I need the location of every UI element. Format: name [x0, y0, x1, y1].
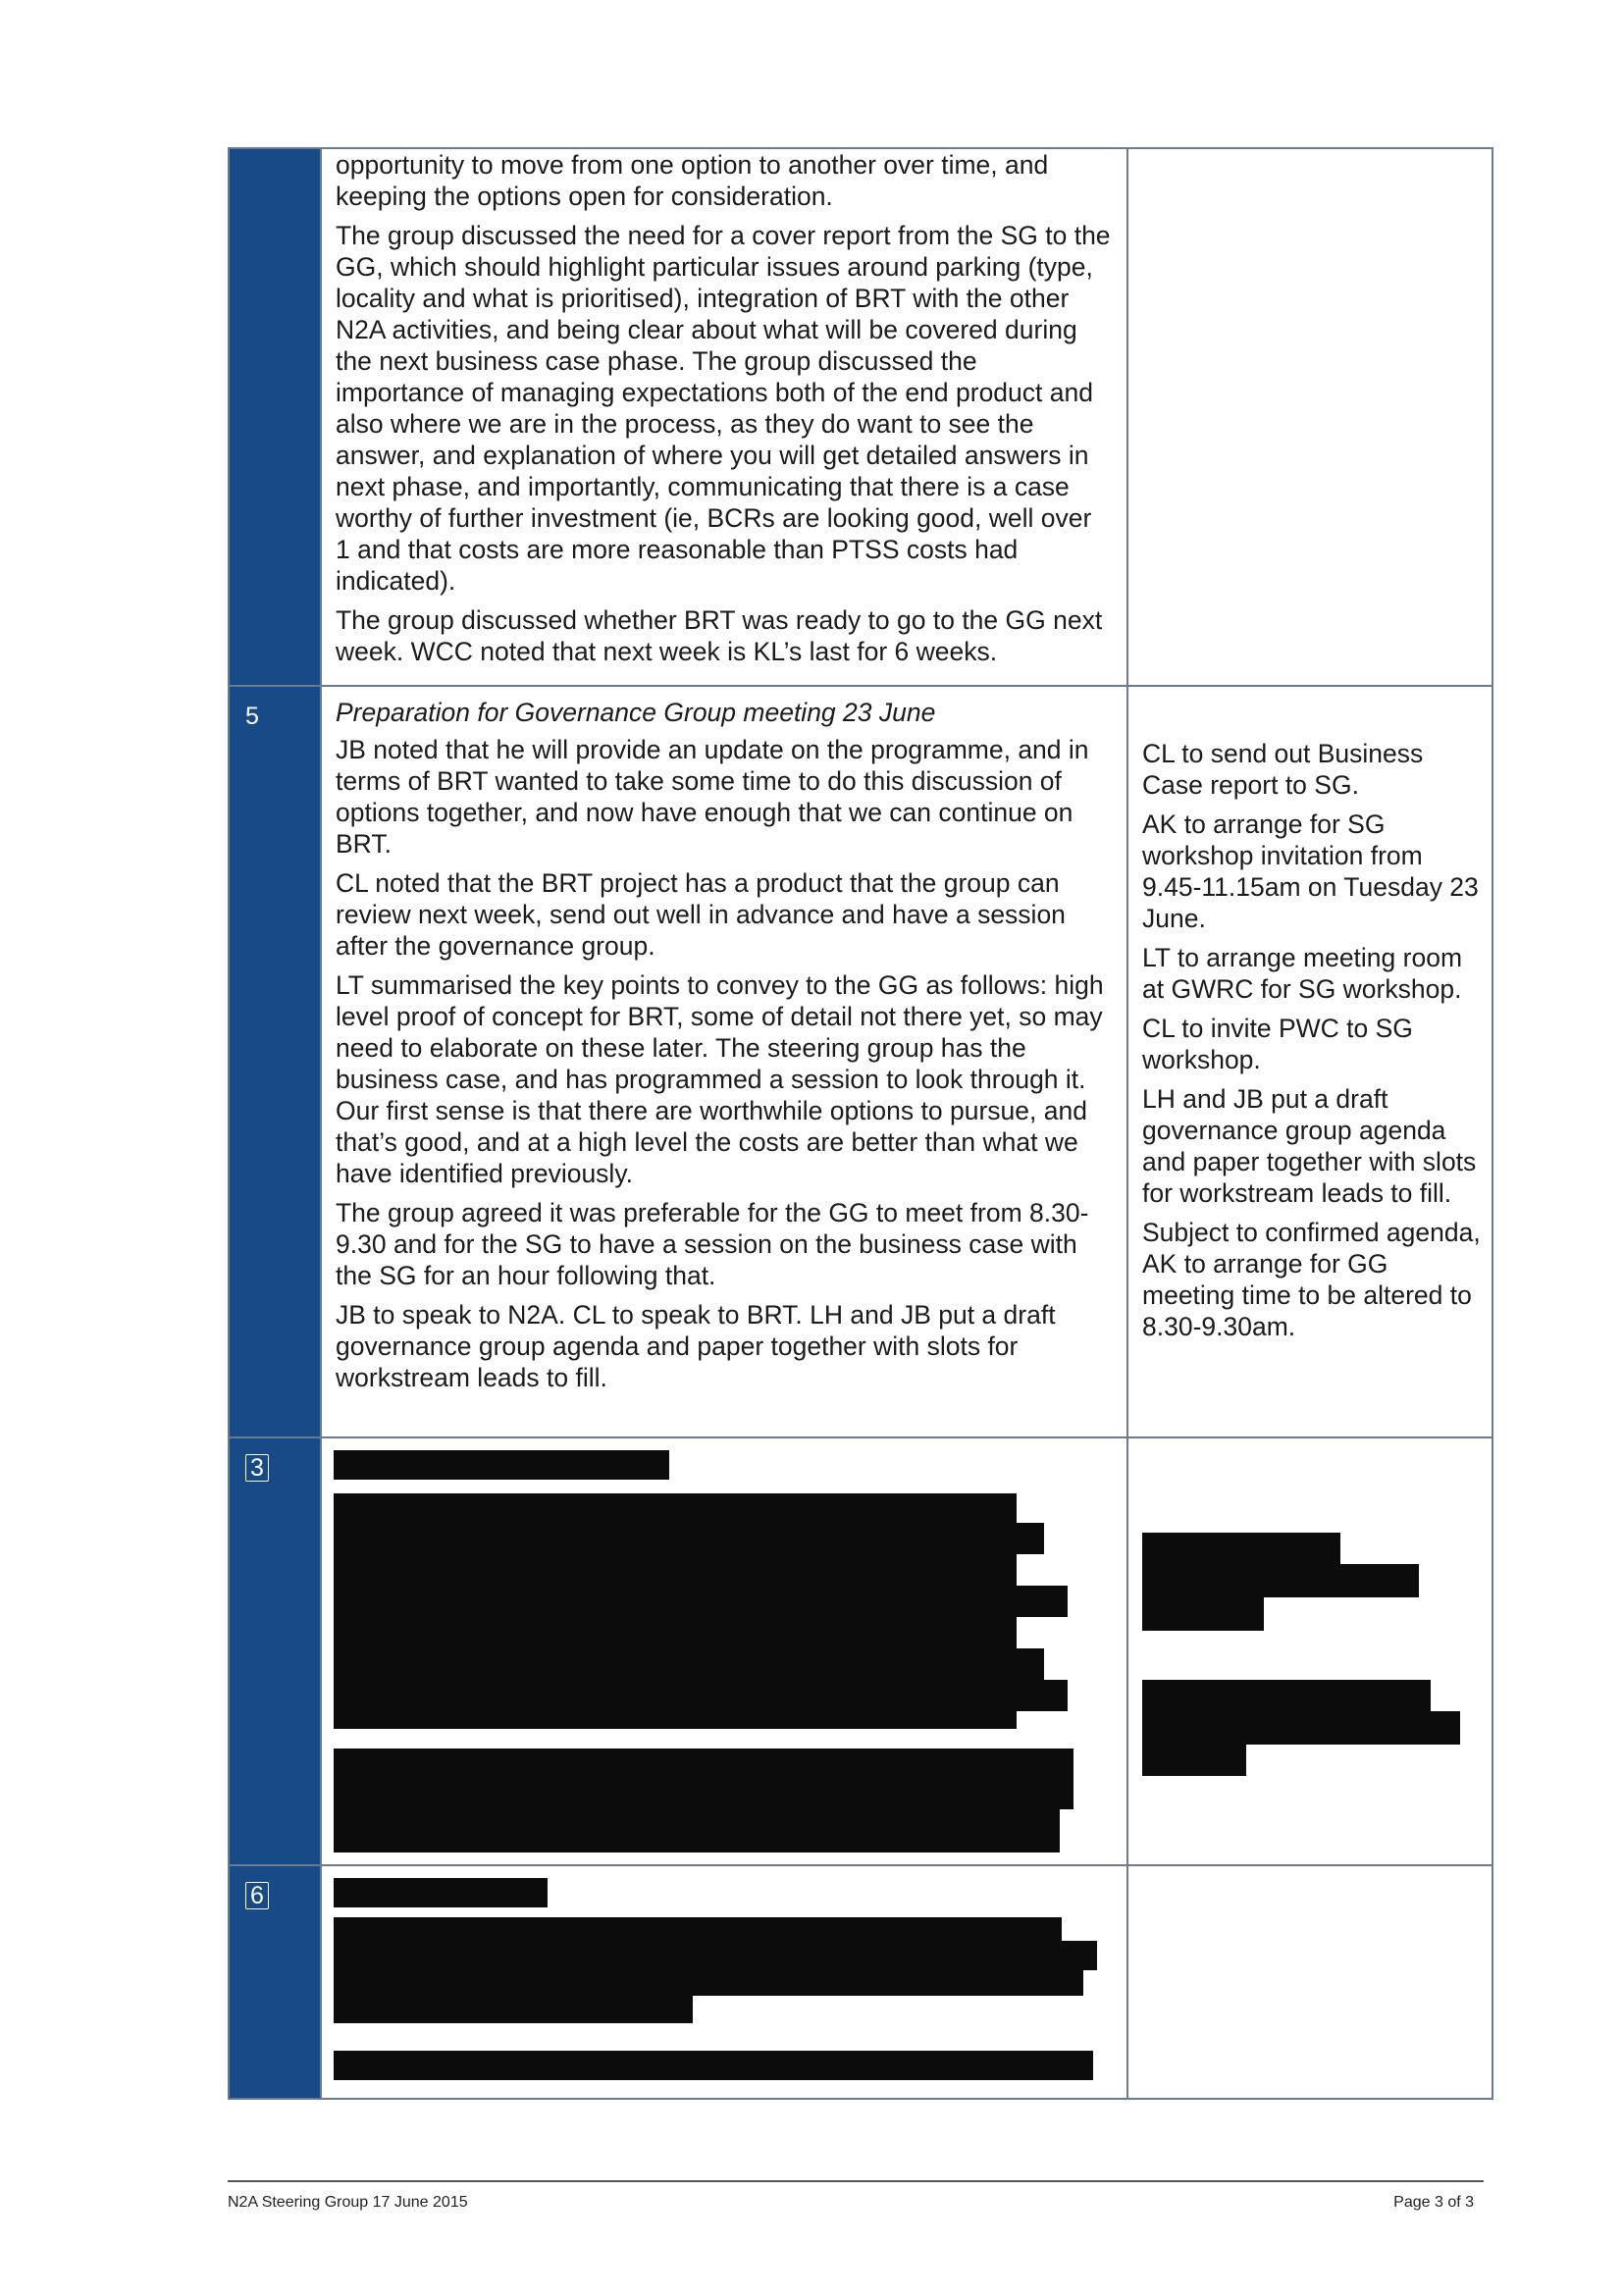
paragraph: The group discussed whether BRT was ready to go to the GG next week. WCC noted that next week is KL’s last for 6 weeks.	[336, 605, 1103, 666]
redaction-block	[999, 1523, 1044, 1554]
paragraph: LT summarised the key points to convey to the GG as follows: high level proof of concept for BRT, some of detail not there yet, so may need to elaborate on these later. The steering group has the business case, and has programmed a session to look through it. Our first sense is that there are worthwhile options to pursue, and that’s good, and at a high level the costs are better than what we have identified previously.	[336, 970, 1104, 1188]
discussion-cell	[320, 149, 1128, 685]
table-row-item-3	[230, 1436, 1492, 1864]
redaction-block	[999, 1648, 1044, 1680]
paragraph: CL noted that the BRT project has a product that the group can review next week, send out well in advance and have a session after the governance group.	[336, 868, 1066, 961]
redaction-block	[999, 1680, 1068, 1711]
action-item: Subject to confirmed agenda, AK to arrange for GG meeting time to be altered to 8.30-9.30am.	[1142, 1218, 1481, 1341]
redaction-block	[1142, 1743, 1246, 1776]
paragraph: JB noted that he will provide an update on the programme, and in terms of BRT wanted to take some time to do this discussion of options together, and now have enough that we can continue on BRT.	[336, 735, 1089, 859]
footer-page-number: Page 3 of 3	[1393, 2194, 1474, 2211]
paragraph: The group agreed it was preferable for the GG to meet from 8.30-9.30 and for the SG to have a session on the business case with the SG for an hour following that.	[336, 1198, 1089, 1290]
paragraph: JB to speak to N2A. CL to speak to BRT. LH and JB put a draft governance group agenda and paper together with slots for workstream leads to fill.	[336, 1300, 1056, 1392]
item-number: 6	[245, 1882, 269, 1909]
minutes-table	[228, 147, 1493, 2100]
redaction-block	[334, 1807, 1060, 1852]
item-number: 3	[245, 1454, 269, 1482]
action-item: LT to arrange meeting room at GWRC for SG workshop.	[1142, 943, 1463, 1004]
table-row-continued	[230, 147, 1492, 685]
action-item: LH and JB put a draft governance group agenda and paper together with slots for workstream leads to fill.	[1142, 1084, 1477, 1208]
redaction-block	[1142, 1680, 1431, 1713]
redaction-block	[334, 1964, 1083, 1996]
discussion-cell-redacted	[320, 1866, 1128, 2098]
item-title: Preparation for Governance Group meeting 23 June	[336, 698, 936, 727]
redaction-block	[334, 1450, 669, 1480]
item-number-cell	[230, 149, 320, 685]
paragraph: The group discussed the need for a cover report from the SG to the GG, which should highlight particular issues around parking (type, locality and what is prioritised), integration of BRT with the other N2A activities, and being clear about what will be covered during the next business case phase. The group discussed the importance of managing expectations both of the end product and also where we are in the process, as they do want to see the answer, and explanation of where you will get detailed answers in next phase, and importantly, communicating that there is a case worthy of further investment (ie, BCRs are looking good, well over 1 and that costs are more reasonable than PTSS costs had indicated).	[336, 221, 1111, 596]
item-number: 5	[245, 703, 259, 730]
redaction-block	[334, 1878, 548, 1907]
discussion-cell-redacted	[320, 1438, 1128, 1864]
redaction-block	[334, 2051, 1093, 2080]
paragraph: opportunity to move from one option to another over time, and keeping the options open for consideration.	[336, 150, 1049, 211]
item-number-cell	[230, 687, 320, 1436]
action-item: CL to send out Business Case report to SG.	[1142, 739, 1424, 800]
redaction-block	[999, 1586, 1068, 1617]
actions-cell	[1128, 1866, 1492, 2098]
action-item: AK to arrange for SG workshop invitation from 9.45-11.15am on Tuesday 23 June.	[1142, 809, 1479, 933]
action-item: CL to invite PWC to SG workshop.	[1142, 1014, 1413, 1074]
redaction-block	[334, 1994, 693, 2023]
actions-cell	[1128, 149, 1492, 685]
redaction-block	[1142, 1533, 1340, 1566]
footer-document-title: N2A Steering Group 17 June 2015	[228, 2194, 468, 2211]
redaction-block	[1142, 1595, 1264, 1631]
discussion-cell	[320, 687, 1128, 1436]
redaction-block	[334, 1493, 1017, 1729]
item-number-cell	[230, 1866, 320, 2098]
redaction-block	[334, 1748, 1073, 1809]
actions-cell-redacted	[1128, 1438, 1492, 1864]
table-row-item-6	[230, 1864, 1492, 2098]
actions-cell	[1128, 687, 1492, 1436]
table-row-item-5	[230, 685, 1492, 1436]
redaction-block	[1142, 1711, 1460, 1745]
item-number-cell	[230, 1438, 320, 1864]
footer-divider	[228, 2180, 1484, 2182]
redaction-block	[1142, 1564, 1419, 1597]
